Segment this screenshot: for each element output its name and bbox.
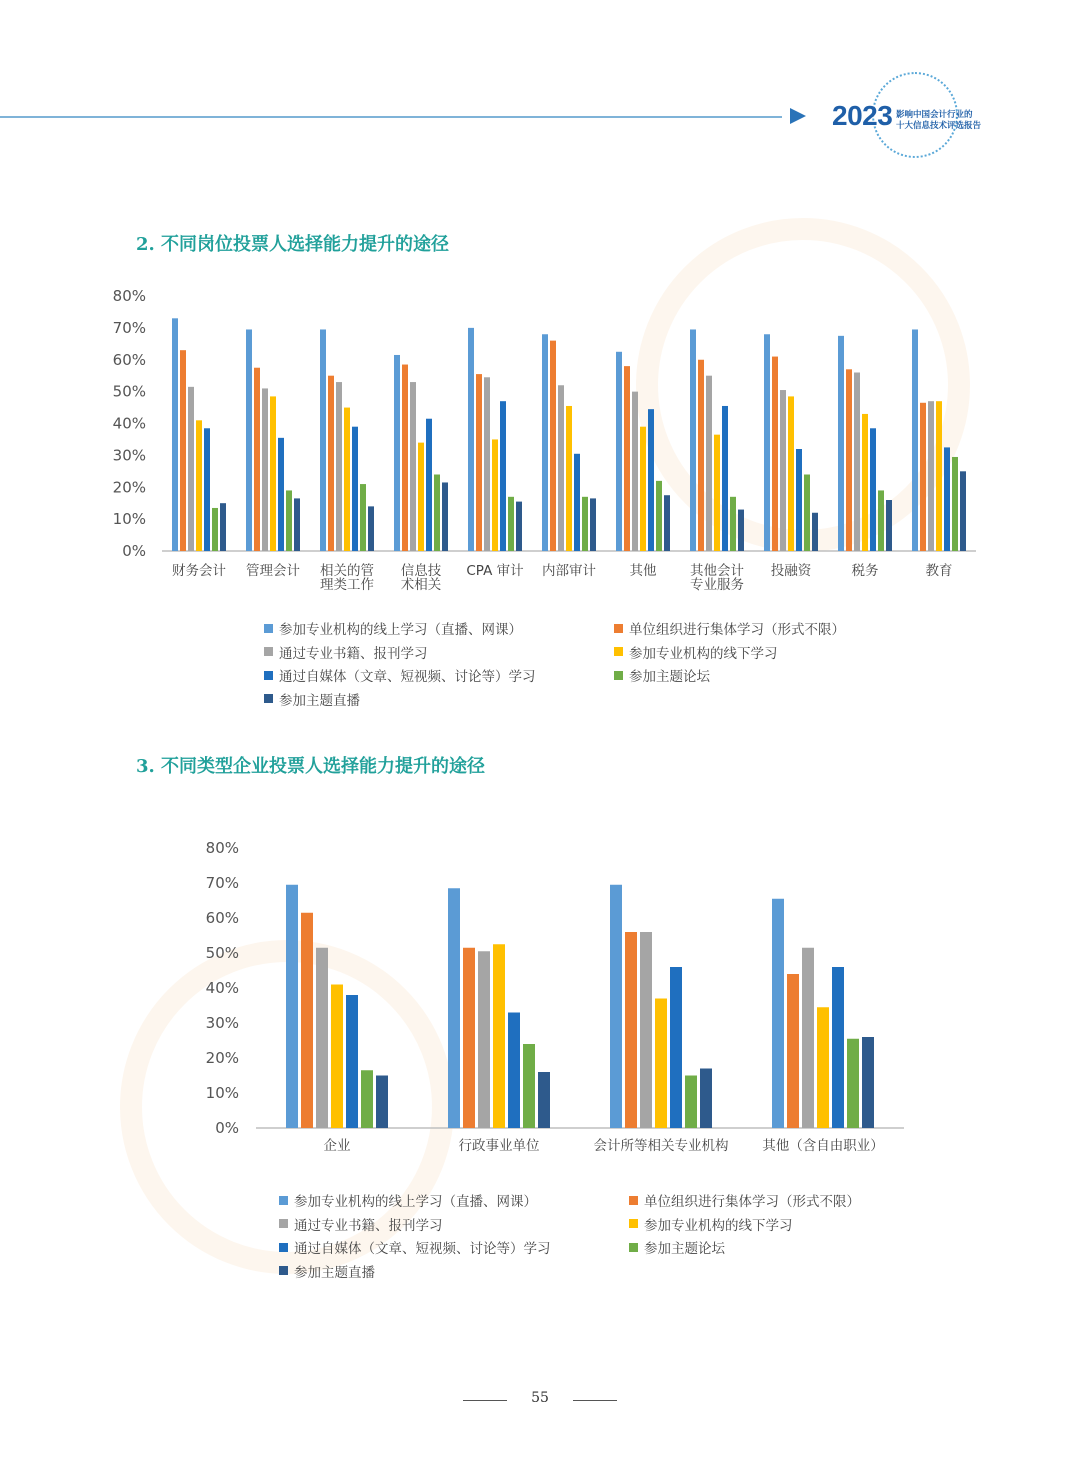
bar-6-4	[648, 409, 654, 551]
legend-label: 参加专业机构的线下学习	[644, 1217, 793, 1234]
logo-year: 2023	[832, 100, 893, 131]
legend-label: 通过专业书籍、报刊学习	[279, 645, 428, 662]
bar-4-3	[492, 439, 498, 551]
bar-2-4	[352, 427, 358, 551]
x-category-label: 会计所等相关专业机构	[593, 1138, 729, 1154]
bar-4-5	[508, 497, 514, 551]
legend-item	[279, 1190, 537, 1210]
bar-1-1	[254, 368, 260, 551]
bar-10-2	[928, 401, 934, 551]
legend-label: 参加主题论坛	[644, 1241, 725, 1257]
legend-label: 通过专业书籍、报刊学习	[294, 1217, 443, 1234]
legend-item	[279, 1214, 443, 1234]
x-category-label: 术相关	[400, 577, 442, 593]
y-tick-label: 50%	[112, 382, 146, 401]
legend-swatch	[279, 1243, 288, 1252]
bar-4-0	[468, 328, 474, 551]
legend-label: 参加主题直播	[294, 1264, 375, 1281]
bar-0-6	[376, 1076, 388, 1129]
bar-2-1	[625, 932, 637, 1128]
x-category-label: 财务会计	[172, 563, 226, 579]
section-title-3: 3. 不同类型企业投票人选择能力提升的途径	[136, 756, 486, 777]
bar-2-0	[610, 885, 622, 1128]
legend-item	[279, 1261, 375, 1281]
bar-2-6	[700, 1069, 712, 1129]
x-category-label: 管理会计	[246, 563, 300, 579]
x-category-label: 税务	[851, 563, 879, 579]
legend-label: 参加专业机构的线下学习	[629, 645, 778, 662]
y-tick-label: 50%	[205, 944, 239, 962]
bar-8-3	[788, 396, 794, 551]
bar-10-5	[952, 457, 958, 551]
bar-1-3	[493, 944, 505, 1128]
legend-item	[614, 618, 845, 638]
bar-0-5	[212, 508, 218, 551]
legend-swatch	[279, 1266, 288, 1275]
y-tick-label: 30%	[112, 446, 146, 465]
legend-label: 参加专业机构的线上学习（直播、网课）	[279, 622, 522, 638]
bar-6-0	[616, 352, 622, 551]
y-tick-label: 40%	[205, 979, 239, 997]
bar-3-4	[426, 419, 432, 551]
bar-5-2	[558, 385, 564, 551]
y-tick-label: 60%	[205, 909, 239, 927]
bar-0-3	[331, 985, 343, 1129]
bar-2-5	[360, 484, 366, 551]
legend-label: 通过自媒体（文章、短视频、讨论等）学习	[279, 669, 536, 685]
bar-3-0	[772, 899, 784, 1128]
page-number-rule	[573, 1400, 617, 1401]
bar-0-3	[196, 420, 202, 551]
bar-0-4	[346, 995, 358, 1128]
bar-9-3	[862, 414, 868, 551]
x-category-label: 其他（含自由职业）	[762, 1138, 884, 1154]
legend-swatch	[264, 694, 273, 703]
bar-3-6	[862, 1037, 874, 1128]
x-category-label: 其他	[629, 563, 657, 579]
legend-swatch	[629, 1219, 638, 1228]
bar-1-4	[508, 1013, 520, 1129]
bar-5-0	[542, 334, 548, 551]
legend-swatch	[264, 647, 273, 656]
bar-5-3	[566, 406, 572, 551]
chart-legend	[264, 618, 914, 718]
legend-swatch	[614, 647, 623, 656]
bar-1-0	[246, 329, 252, 551]
bar-10-4	[944, 447, 950, 551]
bar-7-5	[730, 497, 736, 551]
y-tick-label: 40%	[112, 414, 146, 433]
bar-6-2	[632, 392, 638, 551]
bar-2-3	[655, 999, 667, 1129]
bar-8-4	[796, 449, 802, 551]
x-category-label: 相关的管	[320, 563, 374, 579]
bar-3-1	[402, 365, 408, 551]
legend-label: 通过自媒体（文章、短视频、讨论等）学习	[294, 1241, 551, 1257]
bar-3-2	[802, 948, 814, 1128]
bar-9-0	[838, 336, 844, 551]
legend-label: 参加主题论坛	[629, 669, 710, 685]
legend-label: 参加主题直播	[279, 692, 360, 709]
bar-0-2	[188, 387, 194, 551]
bar-2-0	[320, 329, 326, 551]
bar-6-1	[624, 366, 630, 551]
bar-1-3	[270, 396, 276, 551]
bar-8-6	[812, 513, 818, 551]
legend-item	[614, 665, 710, 685]
legend-item	[264, 618, 522, 638]
bar-10-0	[912, 329, 918, 551]
report-logo	[826, 70, 1006, 162]
bar-0-0	[172, 318, 178, 551]
bar-8-0	[764, 334, 770, 551]
bar-chart-enterprise-types	[0, 830, 920, 1170]
bar-10-3	[936, 401, 942, 551]
bar-7-1	[698, 360, 704, 551]
bar-10-6	[960, 471, 966, 551]
legend-swatch	[264, 671, 273, 680]
bar-6-5	[656, 481, 662, 551]
bar-0-1	[180, 350, 186, 551]
x-category-label: 内部审计	[542, 563, 596, 579]
bar-4-2	[484, 377, 490, 551]
bar-9-6	[886, 500, 892, 551]
bar-0-1	[301, 913, 313, 1128]
bar-7-3	[714, 435, 720, 551]
bar-3-5	[847, 1039, 859, 1128]
legend-swatch	[264, 624, 273, 633]
legend-swatch	[629, 1196, 638, 1205]
x-category-label: CPA 审计	[466, 563, 524, 579]
bar-2-3	[344, 408, 350, 551]
bar-9-4	[870, 428, 876, 551]
bar-4-6	[516, 502, 522, 551]
x-category-label: 教育	[925, 563, 953, 579]
legend-swatch	[629, 1243, 638, 1252]
play-arrow-icon	[790, 108, 806, 124]
logo-subtitle-line2: 十大信息技术评选报告	[896, 121, 982, 131]
x-category-label: 企业	[323, 1138, 351, 1154]
bar-2-2	[336, 382, 342, 551]
section-title-2: 2. 不同岗位投票人选择能力提升的途径	[136, 234, 450, 255]
x-category-label: 理类工作	[320, 577, 374, 593]
bar-1-2	[478, 951, 490, 1128]
bar-9-1	[846, 369, 852, 551]
bar-0-0	[286, 885, 298, 1128]
bar-10-1	[920, 403, 926, 551]
bar-0-6	[220, 503, 226, 551]
bar-1-4	[278, 438, 284, 551]
bar-7-6	[738, 510, 744, 551]
bar-5-6	[590, 498, 596, 551]
page-number: 55	[531, 1390, 549, 1406]
y-tick-label: 30%	[205, 1014, 239, 1032]
bar-2-6	[368, 506, 374, 551]
legend-item	[629, 1237, 725, 1257]
x-category-label: 行政事业单位	[458, 1138, 540, 1154]
legend-label: 单位组织进行集体学习（形式不限）	[644, 1194, 860, 1210]
legend-label: 单位组织进行集体学习（形式不限）	[629, 622, 845, 638]
bar-1-0	[448, 888, 460, 1128]
y-tick-label: 0%	[215, 1119, 239, 1137]
legend-label: 参加专业机构的线上学习（直播、网课）	[294, 1194, 537, 1210]
bar-3-6	[442, 482, 448, 551]
bar-9-5	[878, 490, 884, 551]
bar-3-4	[832, 967, 844, 1128]
bar-4-4	[500, 401, 506, 551]
legend-item	[629, 1214, 793, 1234]
bar-5-4	[574, 454, 580, 551]
x-category-label: 投融资	[770, 563, 812, 579]
bar-7-0	[690, 329, 696, 551]
legend-swatch	[279, 1219, 288, 1228]
y-tick-label: 20%	[205, 1049, 239, 1067]
y-tick-label: 80%	[112, 287, 146, 305]
bar-0-2	[316, 948, 328, 1128]
bar-chart-positions	[0, 280, 1000, 610]
bar-3-2	[410, 382, 416, 551]
header-rule	[0, 116, 782, 118]
legend-item	[629, 1190, 860, 1210]
bar-4-1	[476, 374, 482, 551]
bar-5-1	[550, 341, 556, 551]
bar-1-6	[294, 498, 300, 551]
y-tick-label: 10%	[112, 510, 146, 529]
y-tick-label: 80%	[205, 839, 239, 857]
bar-3-3	[817, 1007, 829, 1128]
legend-item	[264, 642, 428, 662]
bar-3-1	[787, 974, 799, 1128]
bar-0-4	[204, 428, 210, 551]
bar-2-2	[640, 932, 652, 1128]
bar-2-4	[670, 967, 682, 1128]
bar-1-5	[286, 490, 292, 551]
bar-7-4	[722, 406, 728, 551]
bar-8-1	[772, 357, 778, 551]
legend-swatch	[614, 671, 623, 680]
chart-legend	[279, 1190, 929, 1290]
bar-2-1	[328, 376, 334, 551]
bar-1-2	[262, 388, 268, 551]
bar-8-2	[780, 390, 786, 551]
bar-8-5	[804, 475, 810, 552]
bar-0-5	[361, 1070, 373, 1128]
y-tick-label: 0%	[122, 542, 146, 560]
y-tick-label: 20%	[112, 478, 146, 497]
bar-9-2	[854, 373, 860, 552]
logo-subtitle-line1: 影响中国会计行业的	[896, 110, 973, 120]
bar-3-0	[394, 355, 400, 551]
y-tick-label: 70%	[112, 318, 146, 337]
bar-1-6	[538, 1072, 550, 1128]
x-category-label: 其他会计	[690, 563, 744, 579]
legend-item	[614, 642, 778, 662]
legend-item	[264, 665, 536, 685]
x-category-label: 专业服务	[690, 577, 744, 593]
legend-item	[264, 689, 360, 709]
bar-6-3	[640, 427, 646, 551]
bar-1-1	[463, 948, 475, 1128]
bar-7-2	[706, 376, 712, 551]
y-tick-label: 10%	[205, 1084, 239, 1102]
bar-6-6	[664, 495, 670, 551]
legend-item	[279, 1237, 551, 1257]
legend-swatch	[614, 624, 623, 633]
bar-5-5	[582, 497, 588, 551]
legend-swatch	[279, 1196, 288, 1205]
y-tick-label: 60%	[112, 350, 146, 369]
bar-3-3	[418, 443, 424, 551]
y-tick-label: 70%	[205, 874, 239, 892]
bar-2-5	[685, 1076, 697, 1129]
bar-3-5	[434, 475, 440, 552]
x-category-label: 信息技	[400, 563, 442, 579]
bar-1-5	[523, 1044, 535, 1128]
